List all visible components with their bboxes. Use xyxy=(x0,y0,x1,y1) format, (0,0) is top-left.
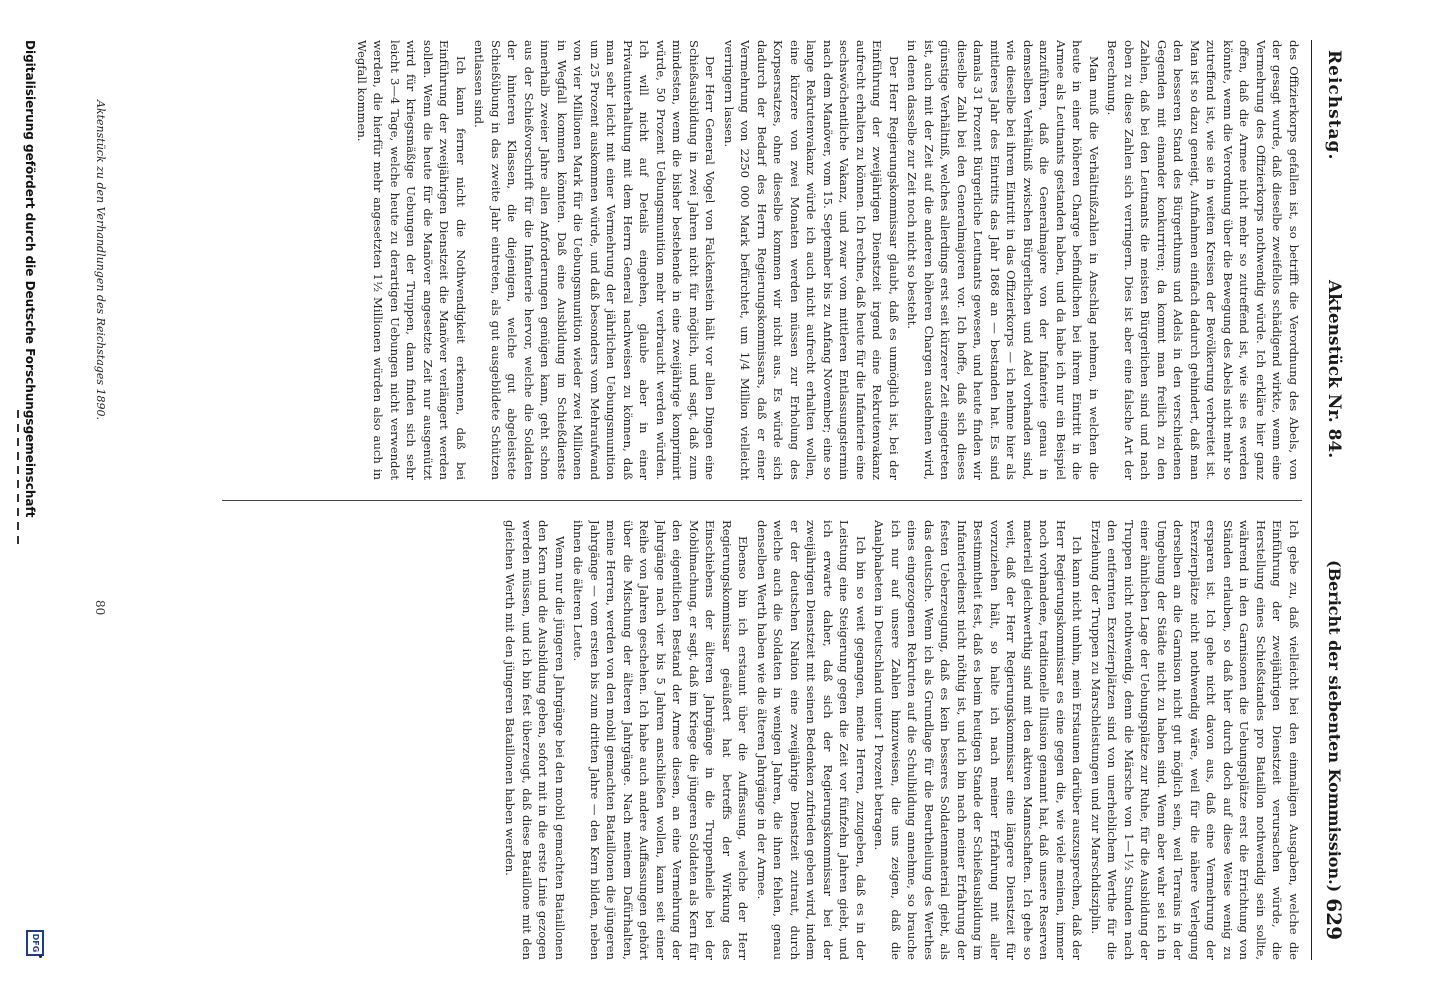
right-paragraph: Ich gebe zu, daß vielleicht bei den einmaligen Ausgaben, welche die Einführung der zweijährigen Dienstzeit verursachen würde, die Herstellung eines Schießstandes pro Bataillon nothwendig sein sollte, während in den Garnisonen die Uebungsplätze erst die Errichtung von Ständen erlauben, so daß hier durch doch auf diese Weise wenig zu ersparen ist. Ich gehe nicht davon aus, daß eine Vermehrung der Exerzierplätze nicht nothwendig wäre, weil für die nähere Verlegung derselben an die Garnison nicht gut möglich sein, weil Terrains in der Umgebung der Städte nicht zu haben sind. Wenn aber wahr sei ich in einer ähnlichen Lage der Uebungsplätze zur Ruhe, für die Ausbildung der Truppen nicht nothwendig, denn die Märsche von 1—1½ Stunden nach den entfernten Exerzierplätzen sind von unerheblichem Werthe für die Erziehung der Truppen zu Marschleistungen und zur Marschdisziplin. xyxy=(1089,520,1301,960)
bottom-page-number: 80 xyxy=(93,600,107,616)
right-paragraph: Ich kann nicht umhin, mein Erstaunen darüber auszusprechen, daß der Herr Regierungskommissar es eine gegen die, wie viele meinen, immer noch vorhandene, traditionelle Illusion genannt hat, daß unsere Reserven materiell gleichwerthig sind mit den aktiven Mannschaften. Ich gehe so weit, daß der Herr Regierungskommissar eine längere Dienstzeit für vorzuziehen hält, so halte ich nach meiner Erfahrung mit aller Bestimmtheit fest, daß es beim heutigen Stande der Schießausbildung im Infanteriedienst nicht nöthig ist, und ich bin nach meiner Erfahrung der festen Ueberzeugung, daß es kein besseres Soldatenmaterial giebt, als das deutsche. Wenn ich als Grundlage für die Beurtheilung des Werthes eines eingezogenen Rekruten auf die Schulbildung annehme, so brauche ich nur auf unsere Zahlen hinzuweisen, die uns zeigen, daß die Analphabeten in Deutschland unter 1 Prozent betragen. xyxy=(872,520,1085,960)
scan-speck xyxy=(39,955,42,958)
header-document-number: Aktenstück Nr. 84. xyxy=(1324,280,1344,459)
right-paragraph: Ebenso bin ich erstaunt über die Auffassung, welche der Herr Regierungskommissar geäußert hat betreffs der Wirkung des Einschiebens der älteren Jahrgänge in die Truppenheile bei der Mobilmachung, er sagt, daß im Kriege die jüngeren Soldaten als Kern für den eigentlichen Bestand der Armee diesen, an eine Vermehrung der Jahrgänge nach vier bis 5 Jahren anschließen wollen, kann seit einer Reihe von Jahren geschehen. Ich habe auch andere Auffassungen gehört über die Mischung der älteren Jahrgänge. Nach meinem Dafürhalten, meine Herren, werden von den mobil gemachten Bataillonen die jüngeren Jahrgänge — vom ersten bis zum dritten Jahre — den Kern bilden, neben ihnen die älteren Leute. xyxy=(571,520,751,960)
column-divider xyxy=(222,500,1302,501)
left-paragraph: Der Herr General Vogel von Falckenstein hält vor allen Dingen eine Schießausbildung in zwei Jahren nicht für möglich, und sagt, daß zum mindesten, wenn die bisher bestehende in eine zweijährige komprimirt würde, 50 Prozent Uebungsmunition mehr verbraucht werden würden. Ich will nicht auf Details eingehen, glaube aber in einer Privatunterhaltung mit dem Herrn General nachweisen zu können, daß man sehr leicht mit einer Vermehrung der jährlichen Uebungsmunition um 25 Prozent auskommen würde, und daß besonders vom Mehraufwand von vier Millionen Mark für die Uebungsmunition wieder zwei Millionen in Wegfall kommen könnten. Daß eine Ausbildung im Schießdienste innerhalb zweier Jahre allen Anforderungen genügen kann, geht schon aus der Schießvorschrift für die Infanterie hervor, welche die Soldaten der hinteren Klassen, die diejenigen, welche gut abgeleistete Schießübung in das zweite Jahr eintreten, als gut ausgebildete Schützen entlassen sind. xyxy=(472,40,718,480)
left-paragraph: Der Herr Regierungskommissar glaubt, daß es unmöglich ist, bei der Einführung der zweijährigen Dienstzeit irgend eine Rekrutenvakanz aufrecht erhalten zu können. Ich rechne, daß heute für die Infanterie eine sechswöchentliche Vakanz, und zwar vom mittleren Entlassungstermin nach dem Manöver, vom 15. September bis zu Anfang November; eine so lange Rekrutenvakanz würde ich auch nicht aufrecht erhalten wollen, eine kürzere von zwei Monaten werden müssen zur Erholung des Korpsersatzes, ohne dieselbe kommen wir nicht aus. Es würde sich dadurch der Bedarf des Herrn Regierungskommissars, daß er einer Vermehrung von 2250 000 Mark befürchtet, um 1/4 Million vielleicht verringern lassen. xyxy=(722,40,901,480)
left-column-footer: Aktenstück zu den Verhandlungen des Reichstages 1890. xyxy=(94,100,107,420)
right-text-column xyxy=(192,520,1302,960)
page-header xyxy=(1311,40,1352,960)
left-text-column xyxy=(222,40,1302,480)
left-paragraph: des Offizierkorps gefallen ist, so betrifft die Verordnung des Abels, von der gesagt wurde, daß dieselbe zweifellos schädigend wirkte, wenn eine Vermehrung des Offizierkorps nothwendig würde. Ich erkläre hier ganz offen, daß die Armee nicht mehr so zutreffend ist, wie sie es werden könnte, wenn die Verordnung über die Bewegung des Abels nicht mehr so zutreffend ist, wie sie in weiten Kreisen der Bevölkerung verbreitet ist. Man ist so dazu geneigt, Aufnahmen einfach dadurch gehindert, daß man den besseren Stand des Bürgerthums und Adels in den verschiedenen Gegenden mit einander konkurriren; da kommt man freilich zu den Zahlen, daß bei den Leutnants die meisten Bürgerlichen sind und nach oben zu diese Zahlen sich verringern. Dies ist aber eine falsche Art der Berechnung. xyxy=(1105,40,1301,480)
left-paragraph: Ich kann ferner nicht die Nothwendigkeit erkennen, daß bei Einführung der zweijährigen Dienstzeit die Manöver verlängert werden sollen. Wenn die heute für die Manöver angesetzte Zeit nur ausgenützt wird für kriegsmäßige Uebungen der Truppen, dann finden sich sehr leicht 3—4 Tage, welche heute zu derartigen Uebungen nicht verwendet werden, die hierfür mehr angesetzten 1½ Millionen würden also auch in Wegfall kommen. xyxy=(355,40,468,480)
digitization-note: Digitalisierung gefördert durch die Deutsche Forschungsgemeinschaft xyxy=(23,40,37,518)
right-paragraph: Ich bin so weit gegangen, meine Herren, zuzugeben, daß es in der Leistung eine Steigerung gegen die Zeit vor fünfzehn Jahren giebt, und ich erwarte daher, daß sich der Regierungskommissar bei der zweijährigen Dienstzeit mit seinen Bedenken zufrieden geben wird, indem er der deutschen Nation eine zweijährige Dienstzeit zutraut, durch welche auch die Soldaten in wenigen Jahren, die ihnen fehlen, genau denselben Werth haben wie die älteren Jahrgänge in der Armee. xyxy=(755,520,868,960)
dfg-logo-icon: DFG xyxy=(26,930,44,956)
header-commission: (Bericht der siebenten Kommission.) xyxy=(1325,560,1344,893)
right-paragraph: Wenn nur die jüngeren Jahrgänge bei den mobil gemachten Bataillonen den Kern und die Ausbildung geben, sofort mit in die erste Linie gezogen werden müssen, und ich bin fest überzeugt, daß diese Bataillone mit den gleichen Werth mit den jüngeren Bataillonen haben werden. xyxy=(503,520,567,960)
left-paragraph: Man muß die Verhältnißzahlen in Anschlag nehmen, in welchen die heute in einer höheren Charge befindlichen bei ihrem Eintritt in die Armee als Leutnants gestanden haben, und da habe ich nur ein Beispiel anzuführen, daß die Generalmajore von der Infanterie genau in demselben Verhältniß zwischen Bürgerlichen und Adel vorhanden sind, wie dieselbe bei ihrem Eintritt in das Offizierkorps — ich nehme hier als mittleres Jahr des Eintritts das Jahr 1868 an — bestanden hat. Es sind damals 31 Prozent Bürgerliche Leutnants gewesen, und heute finden wir dieselbe Zahl bei den Generalmajoren vor. Ich hoffe, daß sich dieses günstige Verhältniß, welches allerdings erst seit kürzerer Zeit eingetreten ist, auch mit der Zeit auf die anderen höheren Chargen ausdehnen wird, in denen dasselbe zur Zeit noch nicht so besteht. xyxy=(905,40,1101,480)
header-page-number: 629 xyxy=(1322,898,1346,940)
header-reichstag: Reichstag. xyxy=(1324,50,1344,161)
